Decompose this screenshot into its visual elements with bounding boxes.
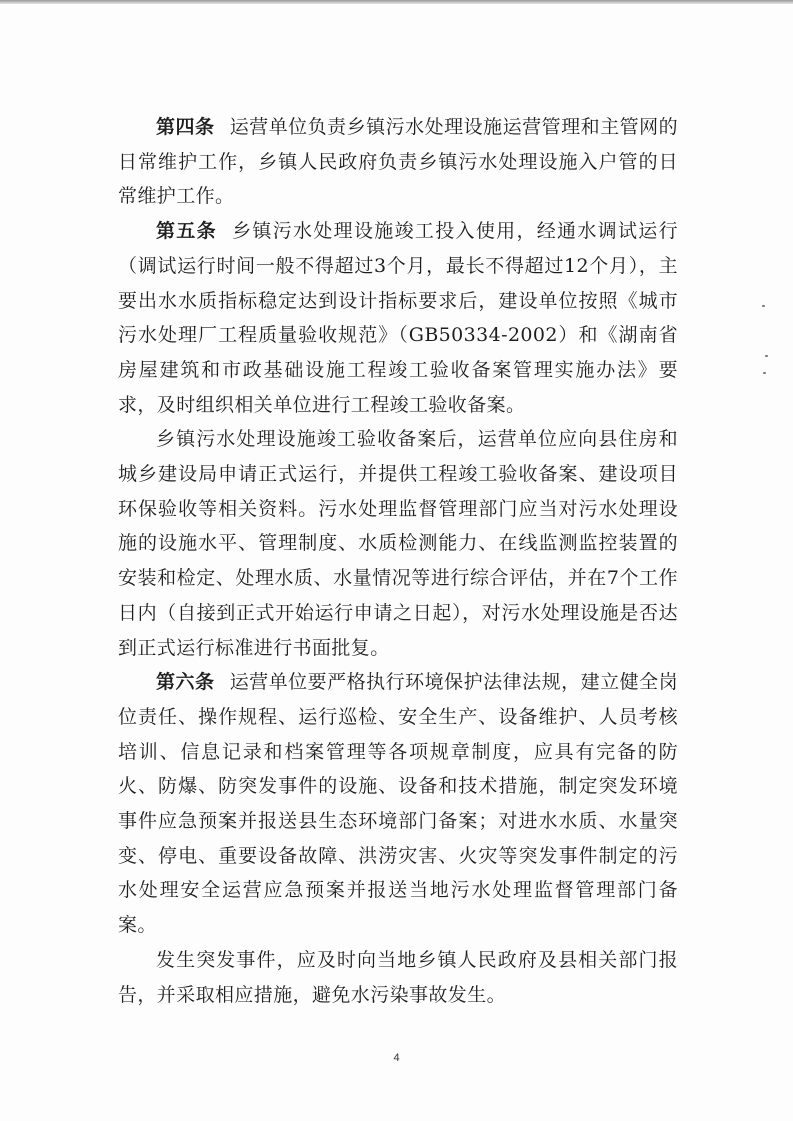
article-6-continuation-text: 发生突发事件，应及时向当地乡镇人民政府及县相关部门报告，并采取相应措施，避免水污染事故发生。 — [118, 948, 678, 1006]
article-4-label: 第四条 — [156, 116, 215, 138]
page-number: 4 — [393, 1052, 400, 1064]
scan-speck — [763, 372, 766, 374]
article-4-paragraph — [118, 110, 678, 214]
scan-top-edge — [0, 0, 793, 4]
article-5-continuation-paragraph — [118, 422, 678, 665]
article-6-paragraph — [118, 665, 678, 943]
scan-speck — [762, 305, 765, 307]
article-5-paragraph — [118, 214, 678, 422]
article-5-text: 乡镇污水处理设施竣工投入使用，经通水调试运行（调试运行时间一般不得超过3个月，最长不得超过12个月），主要出水水质指标稳定达到设计指标要求后，建设单位按照《城市污水处理厂工程质量验收规范》（GB50334-2002）和《湖南省房屋建筑和市政基础设施工程竣工验收备案管理实施办法》要求，及时组织相关单位进行工程竣工验收备案。 — [118, 220, 678, 416]
scan-speck — [765, 355, 768, 357]
article-6-label: 第六条 — [156, 671, 215, 694]
article-4-text: 运营单位负责乡镇污水处理设施运营管理和主管网的日常维护工作，乡镇人民政府负责乡镇污水处理设施入户管的日常维护工作。 — [118, 116, 679, 208]
article-5-continuation-text: 乡镇污水处理设施竣工验收备案后，运营单位应向县住房和城乡建设局申请正式运行，并提供工程竣工验收备案、建设项目环保验收等相关资料。污水处理监督管理部门应当对污水处理设施的设施水平、管理制度、水质检测能力、在线监测监控装置的安装和检定、处理水质、水量情况等进行综合评估，并在7个工作日内（自接到正式开始运行申请之日起），对污水处理设施是否达到正式运行标准进行书面批复。 — [118, 428, 678, 659]
article-6-text: 运营单位要严格执行环境保护法律法规，建立健全岗位责任、操作规程、运行巡检、安全生产、设备维护、人员考核培训、信息记录和档案管理等各项规章制度，应具有完备的防火、防爆、防突发事件的设施、设备和技术措施，制定突发环境事件应急预案并报送县生态环境部门备案；对进水水质、水量突变、停电、重要设备故障、洪涝灾害、火灾等突发事件制定的污水处理安全运营应急预案并报送当地污水处理监督管理部门备案。 — [118, 671, 679, 937]
article-5-label: 第五条 — [156, 220, 217, 243]
document-body — [118, 110, 678, 1012]
article-6-continuation-paragraph — [118, 943, 678, 1012]
